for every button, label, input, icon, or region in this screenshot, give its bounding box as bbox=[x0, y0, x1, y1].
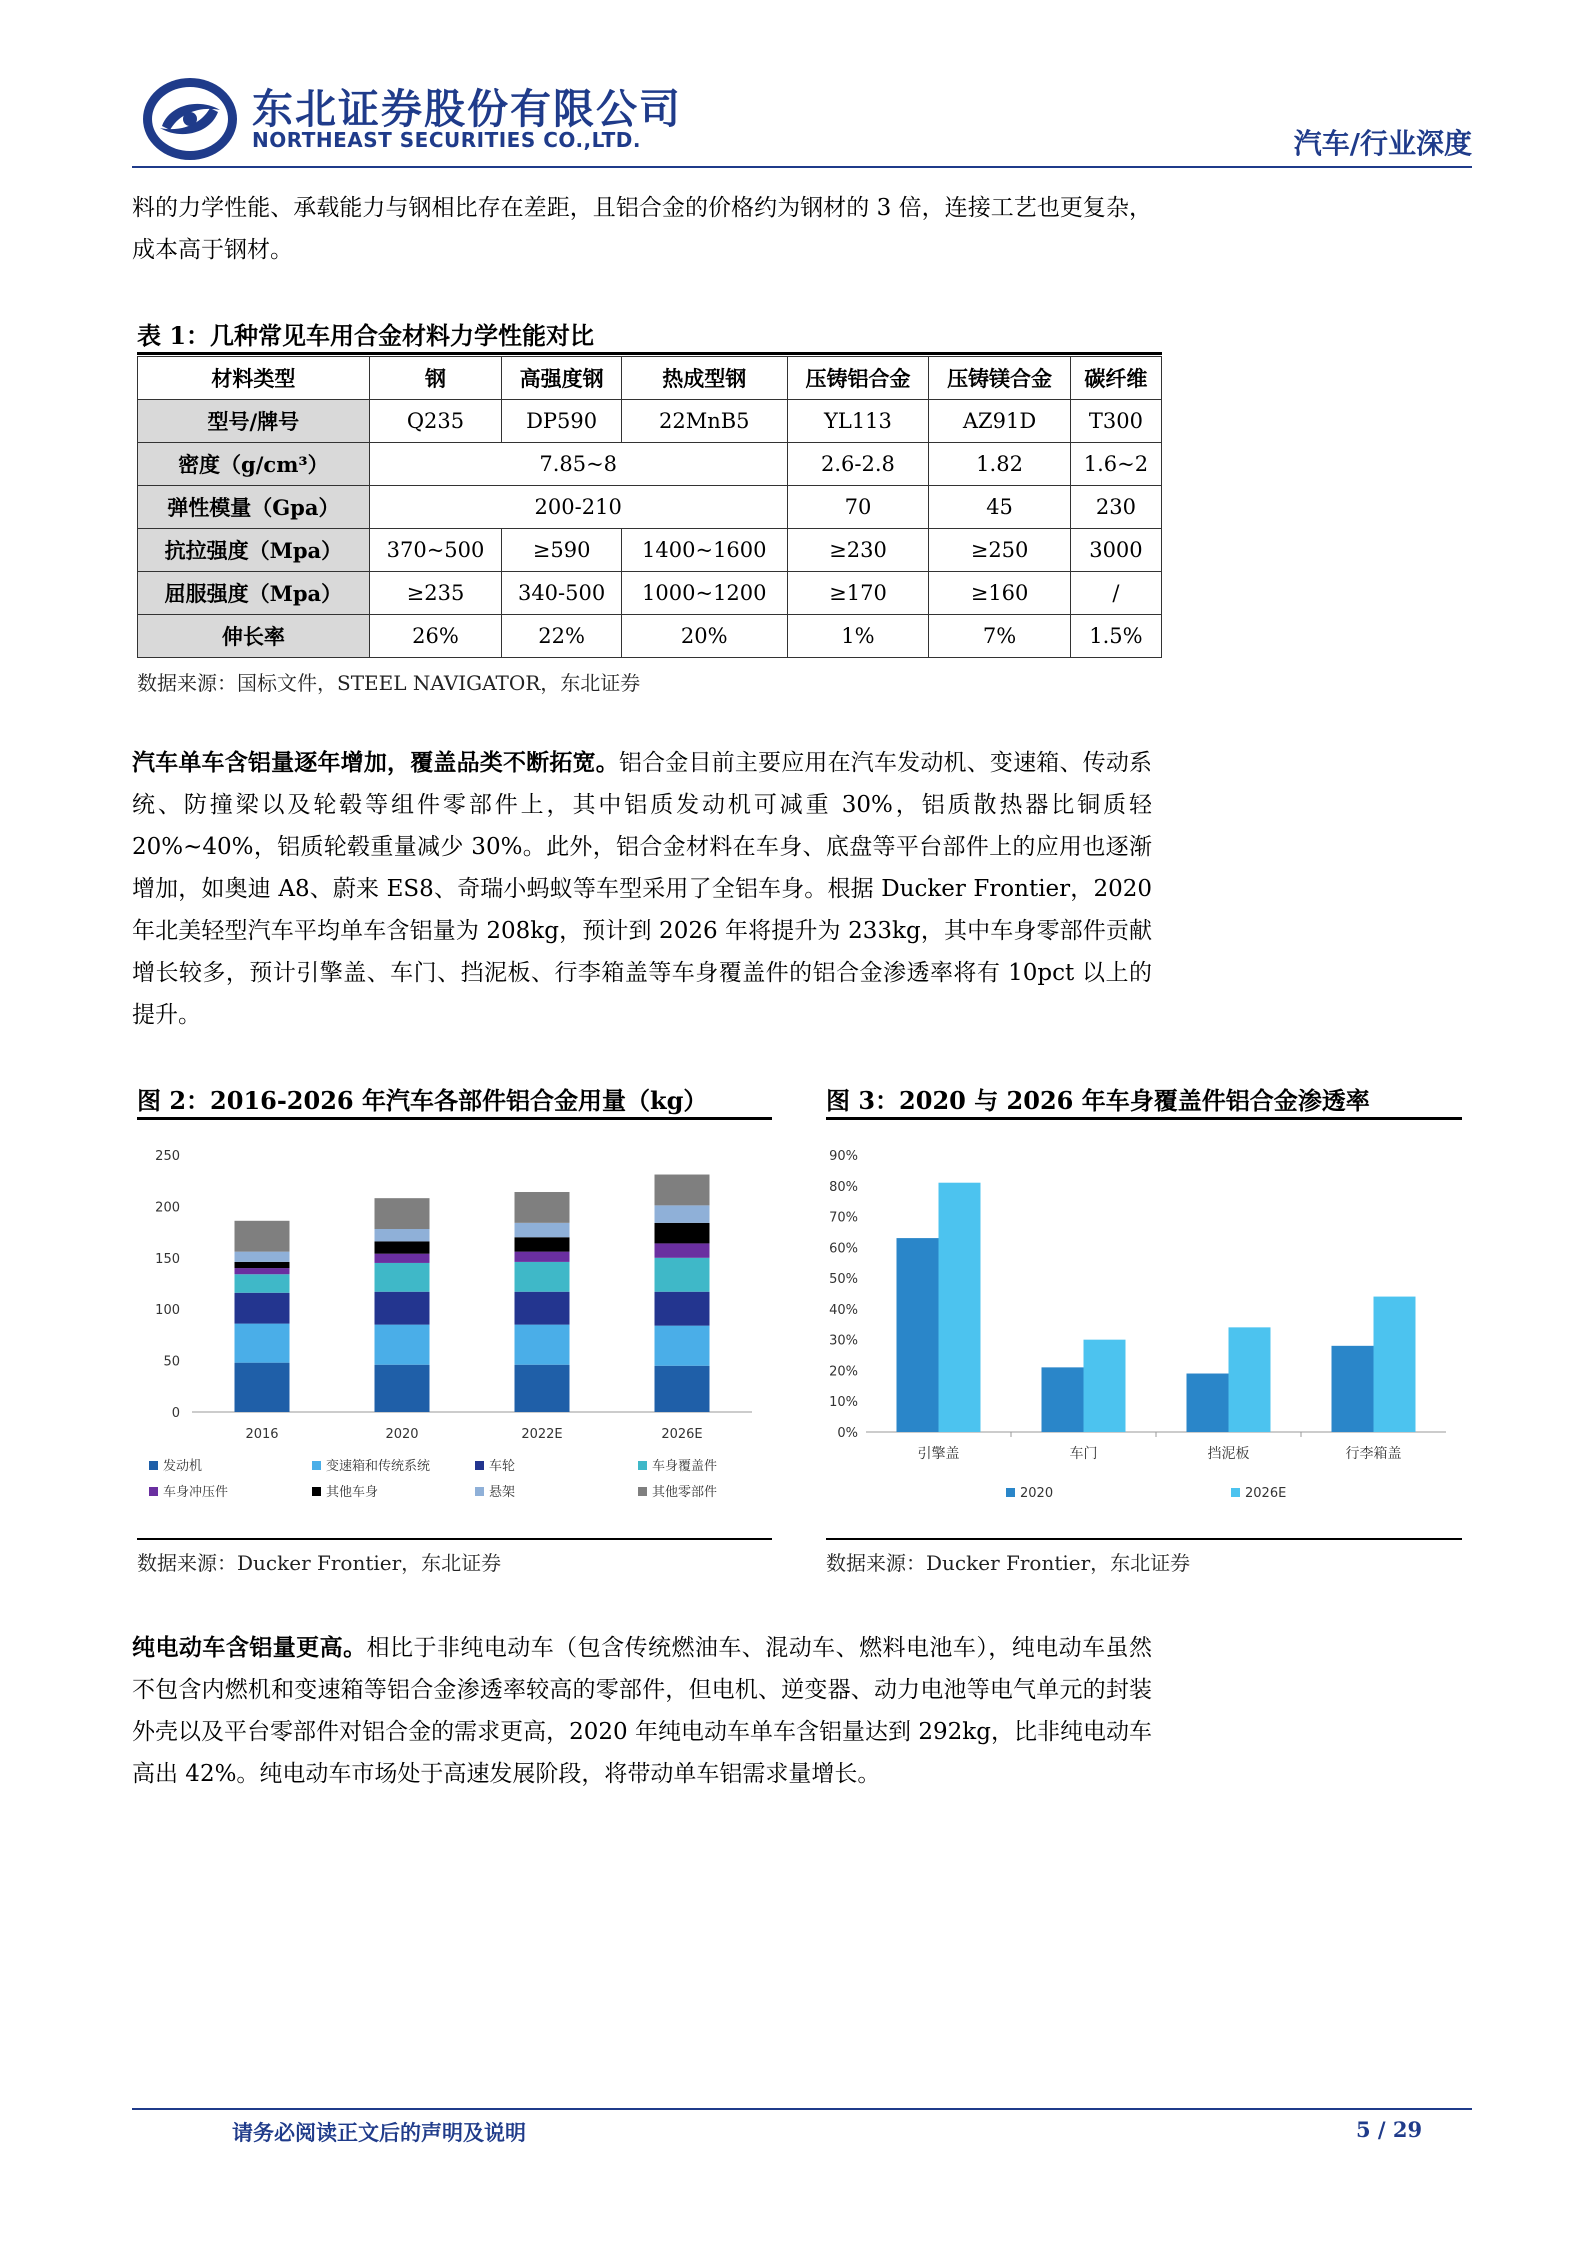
table-cell: 1400~1600 bbox=[621, 529, 787, 572]
table-cell: ≥230 bbox=[787, 529, 929, 572]
company-name-cn: 东北证券股份有限公司 bbox=[252, 85, 682, 133]
y-tick-label: 0 bbox=[171, 1406, 180, 1421]
bar-segment bbox=[515, 1292, 570, 1325]
table-header-cell: 压铸铝合金 bbox=[787, 357, 929, 400]
header-divider bbox=[132, 166, 1472, 168]
table-cell: 230 bbox=[1070, 486, 1161, 529]
figure2-caption-rule bbox=[137, 1117, 772, 1120]
table-cell: Q235 bbox=[369, 400, 502, 443]
x-category-label: 2026E bbox=[661, 1427, 703, 1442]
legend-swatch bbox=[638, 1461, 647, 1470]
bar-segment bbox=[655, 1292, 710, 1326]
bar-segment bbox=[375, 1241, 430, 1253]
legend-swatch bbox=[638, 1487, 647, 1496]
y-tick-label: 200 bbox=[155, 1200, 180, 1216]
legend-swatch bbox=[312, 1487, 321, 1496]
legend-swatch bbox=[475, 1487, 484, 1496]
table-cell: ≥160 bbox=[929, 572, 1071, 615]
bev-aluminum-paragraph bbox=[132, 1627, 1152, 1795]
bar bbox=[939, 1183, 981, 1432]
footer-disclaimer: 请务必阅读正文后的声明及说明 bbox=[232, 2121, 526, 2145]
y-tick-label: 80% bbox=[829, 1179, 858, 1195]
table-cell: ≥590 bbox=[502, 529, 622, 572]
bar-segment bbox=[375, 1229, 430, 1241]
bar-segment bbox=[235, 1293, 290, 1324]
table-cell: 3000 bbox=[1070, 529, 1161, 572]
x-category-label: 2016 bbox=[245, 1427, 279, 1442]
bar-segment bbox=[235, 1262, 290, 1268]
figure3-bottom-rule bbox=[826, 1538, 1462, 1540]
company-logo-icon bbox=[140, 74, 240, 164]
table-row bbox=[138, 615, 1162, 658]
table-cell: / bbox=[1070, 572, 1161, 615]
legend-label: 变速箱和传统系统 bbox=[326, 1459, 431, 1474]
bar bbox=[1187, 1374, 1229, 1432]
bar-segment bbox=[655, 1243, 710, 1257]
table-cell: ≥170 bbox=[787, 572, 929, 615]
table-row bbox=[138, 486, 1162, 529]
table-row bbox=[138, 529, 1162, 572]
legend-swatch bbox=[475, 1461, 484, 1470]
table-cell: AZ91D bbox=[929, 400, 1071, 443]
table-row bbox=[138, 443, 1162, 486]
y-tick-label: 50% bbox=[829, 1272, 858, 1288]
table-caption-rule bbox=[137, 352, 1162, 355]
legend-swatch bbox=[149, 1461, 158, 1470]
y-tick-label: 40% bbox=[829, 1302, 858, 1318]
company-name-en: NORTHEAST SECURITIES CO.,LTD. bbox=[252, 128, 641, 152]
bar-segment bbox=[375, 1292, 430, 1325]
legend-label: 发动机 bbox=[163, 1459, 203, 1474]
materials-table bbox=[137, 356, 1162, 658]
table-header-cell: 钢 bbox=[369, 357, 502, 400]
bar-segment bbox=[375, 1263, 430, 1292]
table-caption: 表 1：几种常见车用合金材料力学性能对比 bbox=[137, 321, 595, 350]
bar-segment bbox=[375, 1254, 430, 1263]
bar-segment bbox=[375, 1325, 430, 1365]
y-tick-label: 50 bbox=[163, 1354, 180, 1370]
figure2-bottom-rule bbox=[137, 1538, 772, 1540]
x-category-label: 挡泥板 bbox=[1207, 1446, 1250, 1462]
legend-label: 2020 bbox=[1020, 1486, 1054, 1501]
page-header bbox=[132, 68, 1472, 168]
y-tick-label: 0% bbox=[837, 1426, 858, 1441]
legend-label: 车身覆盖件 bbox=[652, 1459, 718, 1474]
bar-segment bbox=[375, 1365, 430, 1412]
page-number: 5 / 29 bbox=[1356, 2117, 1423, 2142]
legend-label: 车轮 bbox=[489, 1459, 516, 1474]
bar-segment bbox=[655, 1258, 710, 1292]
y-tick-label: 10% bbox=[829, 1395, 858, 1411]
table-header-cell: 热成型钢 bbox=[621, 357, 787, 400]
table-cell: T300 bbox=[1070, 400, 1161, 443]
figure2-caption: 图 2：2016-2026 年汽车各部件铝合金用量（kg） bbox=[137, 1086, 708, 1115]
bar-segment bbox=[655, 1175, 710, 1206]
table-cell: 1000~1200 bbox=[621, 572, 787, 615]
x-category-label: 引擎盖 bbox=[917, 1446, 960, 1462]
y-tick-label: 100 bbox=[155, 1303, 180, 1319]
figure2-stacked-bar-chart bbox=[137, 1125, 772, 1520]
y-tick-label: 90% bbox=[829, 1149, 858, 1164]
bar-segment bbox=[235, 1363, 290, 1412]
bar bbox=[1332, 1346, 1374, 1432]
bar-segment bbox=[655, 1326, 710, 1366]
bar bbox=[1084, 1340, 1126, 1432]
table-cell: 20% bbox=[621, 615, 787, 658]
bar-segment bbox=[235, 1221, 290, 1252]
table-cell: ≥250 bbox=[929, 529, 1071, 572]
figure3-caption-rule bbox=[826, 1117, 1462, 1120]
legend-label: 其他车身 bbox=[326, 1485, 379, 1500]
bar-segment bbox=[655, 1205, 710, 1222]
table-cell: 1.6~2 bbox=[1070, 443, 1161, 486]
figure3-caption: 图 3：2020 与 2026 年车身覆盖件铝合金渗透率 bbox=[826, 1086, 1370, 1115]
table-cell: 22MnB5 bbox=[621, 400, 787, 443]
x-category-label: 车门 bbox=[1069, 1446, 1098, 1462]
table-row-label: 抗拉强度（Mpa） bbox=[138, 529, 370, 572]
table-row-label: 屈服强度（Mpa） bbox=[138, 572, 370, 615]
bev-aluminum-text: 相比于非纯电动车（包含传统燃油车、混动车、燃料电池车），纯电动车虽然不包含内燃机和变速箱等铝合金渗透率较高的零部件，但电机、逆变器、动力电池等电气单元的封装外壳以及平台零部件对铝合金的需求更高，2020 年纯电动车单车含铝量达到 292kg，比非纯电动车高出 42%。纯电动车市场处于高速发展阶段，将带动单车铝需求量增长。 bbox=[132, 1635, 1153, 1787]
bar-segment bbox=[515, 1223, 570, 1237]
bar bbox=[1374, 1297, 1416, 1432]
table-row-label: 型号/牌号 bbox=[138, 400, 370, 443]
bar bbox=[1229, 1327, 1271, 1432]
table-header-cell: 材料类型 bbox=[138, 357, 370, 400]
legend-swatch bbox=[1006, 1488, 1015, 1497]
bar-segment bbox=[235, 1268, 290, 1274]
table-cell: 2.6-2.8 bbox=[787, 443, 929, 486]
table-cell: ≥235 bbox=[369, 572, 502, 615]
legend-label: 悬架 bbox=[489, 1485, 516, 1500]
bar-segment bbox=[655, 1223, 710, 1244]
y-tick-label: 60% bbox=[829, 1241, 858, 1257]
legend-swatch bbox=[149, 1487, 158, 1496]
table-cell-merged: 7.85~8 bbox=[369, 443, 787, 486]
bar-segment bbox=[515, 1262, 570, 1292]
legend-swatch bbox=[1231, 1488, 1240, 1497]
table-cell: 7% bbox=[929, 615, 1071, 658]
table-cell: 1.82 bbox=[929, 443, 1071, 486]
bar-segment bbox=[655, 1366, 710, 1412]
table-row-label: 弹性模量（Gpa） bbox=[138, 486, 370, 529]
y-tick-label: 20% bbox=[829, 1364, 858, 1380]
table-cell: 340-500 bbox=[502, 572, 622, 615]
table-source: 数据来源：国标文件，STEEL NAVIGATOR，东北证券 bbox=[137, 671, 641, 695]
table-cell: 26% bbox=[369, 615, 502, 658]
table-header-row bbox=[138, 357, 1162, 400]
table-cell: YL113 bbox=[787, 400, 929, 443]
table-cell-merged: 200-210 bbox=[369, 486, 787, 529]
x-category-label: 2022E bbox=[521, 1427, 563, 1442]
table-cell: 45 bbox=[929, 486, 1071, 529]
bar bbox=[897, 1238, 939, 1432]
bar-segment bbox=[375, 1198, 430, 1229]
table-header-cell: 高强度钢 bbox=[502, 357, 622, 400]
report-category: 汽车/行业深度 bbox=[1293, 127, 1472, 160]
bar-segment bbox=[515, 1325, 570, 1365]
figure2-source: 数据来源：Ducker Frontier，东北证券 bbox=[137, 1551, 502, 1575]
y-tick-label: 150 bbox=[155, 1251, 180, 1267]
table-cell: 70 bbox=[787, 486, 929, 529]
y-tick-label: 70% bbox=[829, 1210, 858, 1226]
legend-label: 车身冲压件 bbox=[163, 1485, 229, 1500]
bar-segment bbox=[235, 1252, 290, 1262]
table-row bbox=[138, 572, 1162, 615]
intro-paragraph: 料的力学性能、承载能力与钢相比存在差距，且铝合金的价格约为钢材的 3 倍，连接工艺也更复杂，成本高于钢材。 bbox=[132, 195, 1152, 263]
table-cell: 22% bbox=[502, 615, 622, 658]
y-tick-label: 30% bbox=[829, 1333, 858, 1349]
bar-segment bbox=[515, 1192, 570, 1223]
aluminum-trend-text: 铝合金目前主要应用在汽车发动机、变速箱、传动系统、防撞梁以及轮毂等组件零部件上，其中铝质发动机可减重 30%，铝质散热器比铜质轻 20%~40%，铝质轮毂重量减少 30%。此外，铝合金材料在车身、底盘等平台部件上的应用也逐渐增加，如奥迪 A8、蔚来 ES8、奇瑞小蚂蚁等车型采用了全铝车身。根据 Ducker Frontier，2020 年北美轻型汽车平均单车含铝量为 208kg，预计到 2026 年将提升为 233kg，其中车身零部件贡献增长较多，预计引擎盖、车门、挡泥板、行李箱盖等车身覆盖件的铝合金渗透率将有 10pct 以上的提升。 bbox=[132, 750, 1153, 1028]
legend-label: 2026E bbox=[1245, 1486, 1287, 1501]
bar bbox=[1042, 1367, 1084, 1432]
aluminum-trend-paragraph bbox=[132, 742, 1152, 1036]
table-row-label: 伸长率 bbox=[138, 615, 370, 658]
table-row bbox=[138, 400, 1162, 443]
table-cell: 370~500 bbox=[369, 529, 502, 572]
bar-segment bbox=[515, 1365, 570, 1412]
bar-segment bbox=[235, 1324, 290, 1363]
bar-segment bbox=[515, 1237, 570, 1251]
table-header-cell: 压铸镁合金 bbox=[929, 357, 1071, 400]
figure3-source: 数据来源：Ducker Frontier，东北证券 bbox=[826, 1551, 1191, 1575]
x-category-label: 行李箱盖 bbox=[1345, 1446, 1402, 1462]
table-cell: DP590 bbox=[502, 400, 622, 443]
bar-segment bbox=[235, 1274, 290, 1293]
bev-aluminum-heading: 纯电动车含铝量更高。 bbox=[132, 1634, 367, 1661]
figure3-grouped-bar-chart bbox=[826, 1125, 1462, 1520]
x-category-label: 2020 bbox=[385, 1427, 419, 1442]
table-header-cell: 碳纤维 bbox=[1070, 357, 1161, 400]
bar-segment bbox=[515, 1252, 570, 1262]
table-cell: 1% bbox=[787, 615, 929, 658]
legend-swatch bbox=[312, 1461, 321, 1470]
aluminum-trend-heading: 汽车单车含铝量逐年增加，覆盖品类不断拓宽。 bbox=[132, 749, 619, 776]
footer-divider bbox=[132, 2108, 1472, 2110]
table-cell: 1.5% bbox=[1070, 615, 1161, 658]
legend-label: 其他零部件 bbox=[652, 1485, 718, 1500]
table-row-label: 密度（g/cm³） bbox=[138, 443, 370, 486]
y-tick-label: 250 bbox=[155, 1149, 180, 1164]
